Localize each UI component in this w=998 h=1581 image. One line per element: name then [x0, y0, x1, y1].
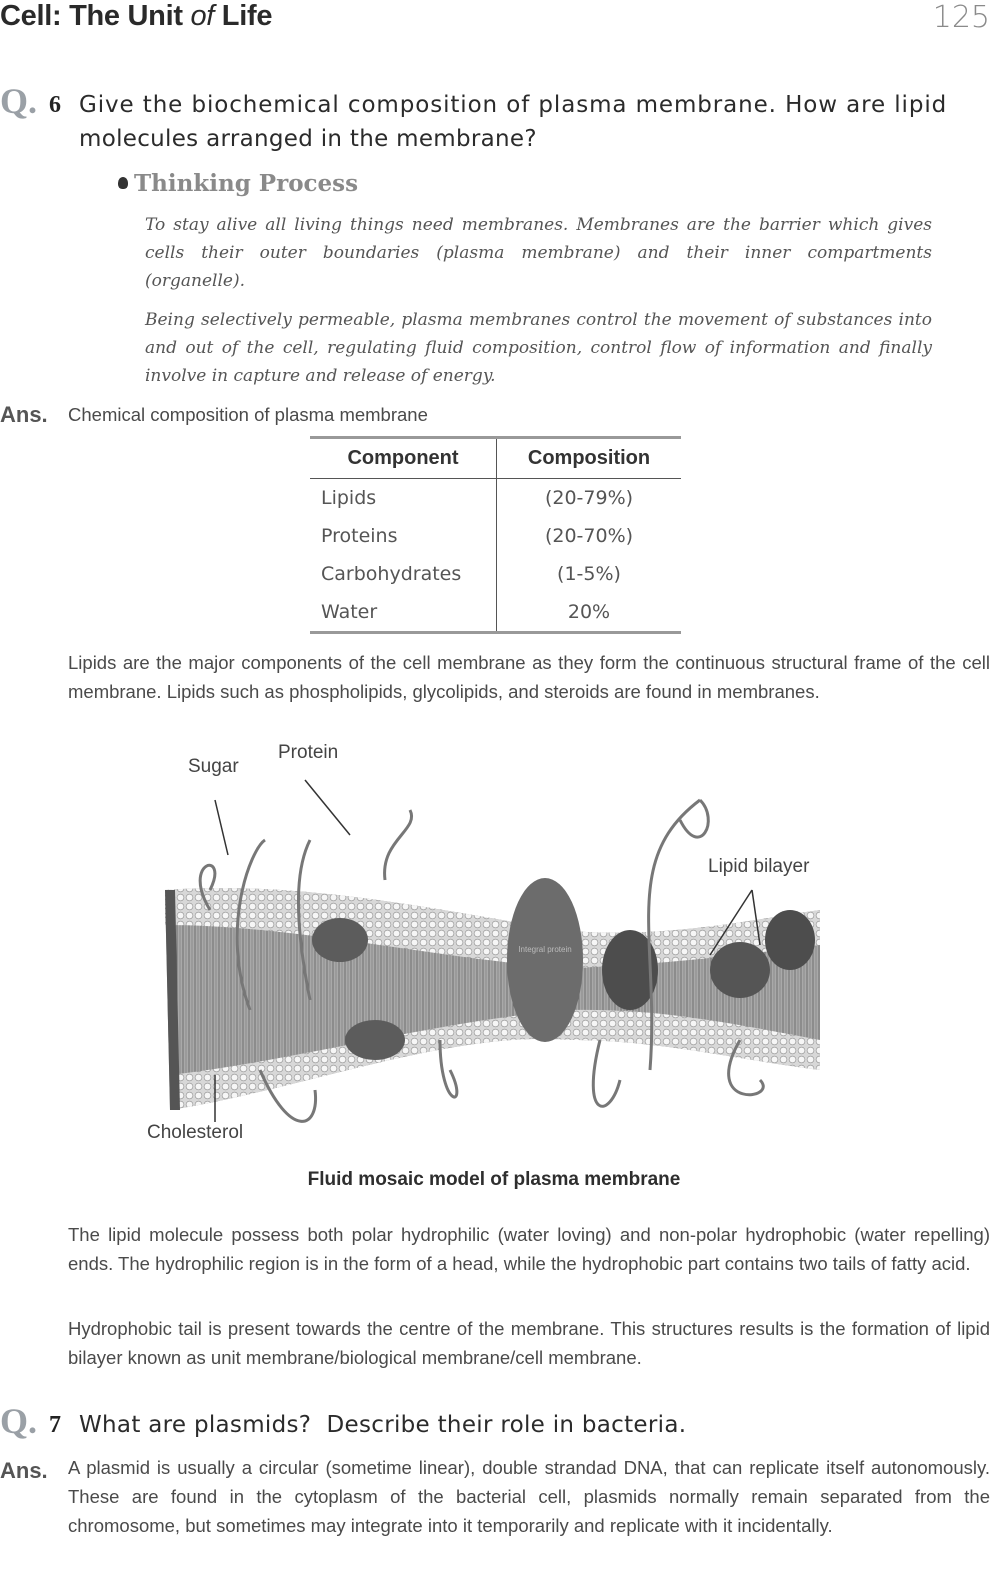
membrane-figure — [140, 740, 840, 1150]
paragraph-hydrophobic: Hydrophobic tail is present towards the centre of the membrane. This structures results is the formation of lipid bilayer known as unit membrane/biological membrane/cell membrane. — [68, 1318, 990, 1368]
question-text-q6 — [79, 88, 994, 156]
peripheral-protein — [710, 942, 770, 998]
fluid-mosaic-illustration — [140, 740, 840, 1150]
question-text-q7: What are plasmids? Describe their role in bacteria. — [79, 1412, 687, 1438]
page-number: 125 — [932, 0, 990, 35]
table-header-component: Component — [310, 438, 497, 479]
label-lipid-bilayer: Lipid bilayer — [708, 856, 810, 877]
table-row — [310, 517, 681, 555]
table-cell: (1-5%) — [557, 563, 621, 585]
question-number-q6: 6 — [49, 92, 61, 118]
answer-label-q7: Ans. — [0, 1458, 48, 1483]
table-row — [310, 555, 681, 593]
composition-table — [310, 436, 681, 634]
integral-protein-label: Integral protein — [518, 945, 572, 954]
table-cell: (20-70%) — [544, 525, 634, 547]
question-line-2: molecules arranged in the membrane? — [79, 126, 537, 152]
protein-pointer — [305, 780, 350, 835]
answer-text-q7: A plasmid is usually a circular (sometime linear), double strandad DNA, that can replicate itself autonomously. These are found in the cytoplasm of the bacterial cell, plasmids normally remain separated from the chromosome, but sometimes may integrate into it temporarily and replicate with it incidentally. — [68, 1457, 990, 1536]
answer-intro: Chemical composition of plasma membrane — [68, 404, 428, 425]
table-cell: 20% — [497, 593, 682, 633]
question-mark-q6: Q. — [0, 81, 38, 121]
paragraph-hydrophilic: The lipid molecule possess both polar hydrophilic (water loving) and non-polar hydrophobic (water repelling) ends. The hydrophilic region is in the form of a head, while the hydrophobic part contains two tails of fatty acid. — [68, 1224, 990, 1274]
table-row — [310, 593, 681, 633]
figure-caption: Fluid mosaic model of plasma membrane — [307, 1169, 681, 1190]
paragraph-lipids: Lipids are the major components of the cell membrane as they form the continuous structural frame of the cell membrane. Lipids such as phospholipids, glycolipids, and steroids are found in membranes. — [68, 652, 990, 702]
carbohydrate-chain — [593, 1040, 620, 1106]
table-cell: Proteins — [310, 517, 497, 555]
label-cholesterol: Cholesterol — [147, 1122, 244, 1143]
table-row — [310, 479, 681, 518]
sugar-pointer — [215, 800, 228, 855]
table-cell: Carbohydrates — [310, 555, 497, 593]
integral-protein — [507, 878, 583, 1042]
answer-label-q6: Ans. — [0, 402, 48, 427]
table-cell: Water — [310, 593, 497, 633]
bulb-icon — [118, 177, 128, 189]
peripheral-protein — [312, 918, 368, 962]
table-header-composition: Composition — [497, 438, 682, 479]
question-line-1: Give the biochemical composition of plasma membrane. How are lipid — [79, 92, 948, 118]
table-cell: (20-79%) — [544, 487, 634, 509]
table-cell: Lipids — [310, 479, 497, 518]
question-number-q7: 7 — [49, 1412, 61, 1438]
peripheral-protein — [765, 910, 815, 970]
thinking-para-2: Being selectively permeable, plasma membranes control the movement of substances into and out of the cell, regulating fluid composition, control flow of information and finally involve in capture and release of energy. — [145, 310, 932, 386]
thinking-para-1: To stay alive all living things need membranes. Membranes are the barrier which gives cells their outer boundaries (plasma membrane) and their inner compartments (organelle). — [145, 215, 932, 291]
chapter-title: Cell: The Unit of Life — [0, 0, 273, 32]
thinking-process-heading: Thinking Process — [118, 170, 358, 197]
question-mark-q7: Q. — [0, 1401, 38, 1441]
label-protein: Protein — [278, 742, 339, 763]
label-sugar: Sugar — [188, 756, 239, 777]
peripheral-protein — [345, 1020, 405, 1060]
carbohydrate-chain — [385, 810, 412, 880]
